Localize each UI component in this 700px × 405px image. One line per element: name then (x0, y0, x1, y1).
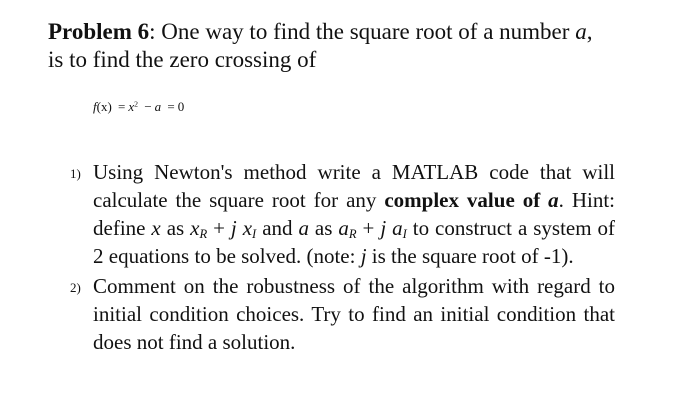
problem-label: Problem 6 (48, 19, 150, 44)
list-item (0, 272, 615, 356)
item1-text-5: as (308, 216, 339, 240)
equation-equals-1: = (118, 99, 126, 114)
equation-x: x (128, 99, 135, 114)
problem-colon: : (149, 19, 156, 44)
item1-aR-subscript: R (348, 227, 357, 242)
item1-xI: x (236, 216, 253, 240)
problem-statement (48, 18, 668, 74)
equation-a: a (154, 99, 162, 114)
item1-j-1: j (230, 216, 237, 240)
problem-line-2: is to find the zero crossing of (48, 47, 317, 72)
item2-text: Comment on the robustness of the algorithm with regard to initial condition choices. Try to find an initial condition that does not find a solution. (93, 274, 615, 354)
equation-args: (x) (96, 99, 112, 114)
item1-aI: a (386, 216, 403, 240)
list-item-number: 1) (70, 166, 81, 181)
equation-equals-2: = (167, 99, 175, 114)
item1-xR: x (190, 216, 200, 240)
item1-j-2: j (380, 216, 387, 240)
item1-text-1: Using Newton's method write a MATLAB code that will calculate the square root for any (93, 160, 615, 212)
question-list (0, 158, 700, 356)
item1-j-3: j (360, 244, 367, 268)
item1-text-3: as (160, 216, 191, 240)
item1-bold-text: complex value of (384, 188, 549, 212)
equation-exponent: 2 (134, 99, 139, 109)
item1-text-7: is the square root of -1). (366, 244, 574, 268)
problem-variable-a: a (575, 19, 587, 44)
item1-bold-variable: a (548, 188, 559, 212)
item1-aI-subscript: I (402, 227, 407, 242)
list-item (0, 158, 615, 270)
equation-f: f (93, 99, 97, 114)
equation-zero: 0 (177, 99, 185, 114)
item1-text-2: . Hint: define (93, 188, 615, 240)
item1-a: a (298, 216, 309, 240)
problem-text-b: , (586, 19, 593, 44)
item1-text-4: and (256, 216, 299, 240)
item1-text-6: to construct a system of 2 equations to be solved. (note: (93, 216, 616, 268)
equation-minus: − (144, 99, 152, 114)
item1-x: x (151, 216, 161, 240)
equation (93, 98, 184, 116)
item1-xI-subscript: I (252, 227, 257, 242)
item1-aR: a (338, 216, 349, 240)
item1-plus-2: + (356, 216, 381, 240)
list-item-number: 2) (70, 280, 81, 295)
item1-xR-subscript: R (199, 227, 208, 242)
item1-plus-1: + (207, 216, 231, 240)
problem-text-a: One way to find the square root of a number (155, 19, 576, 44)
